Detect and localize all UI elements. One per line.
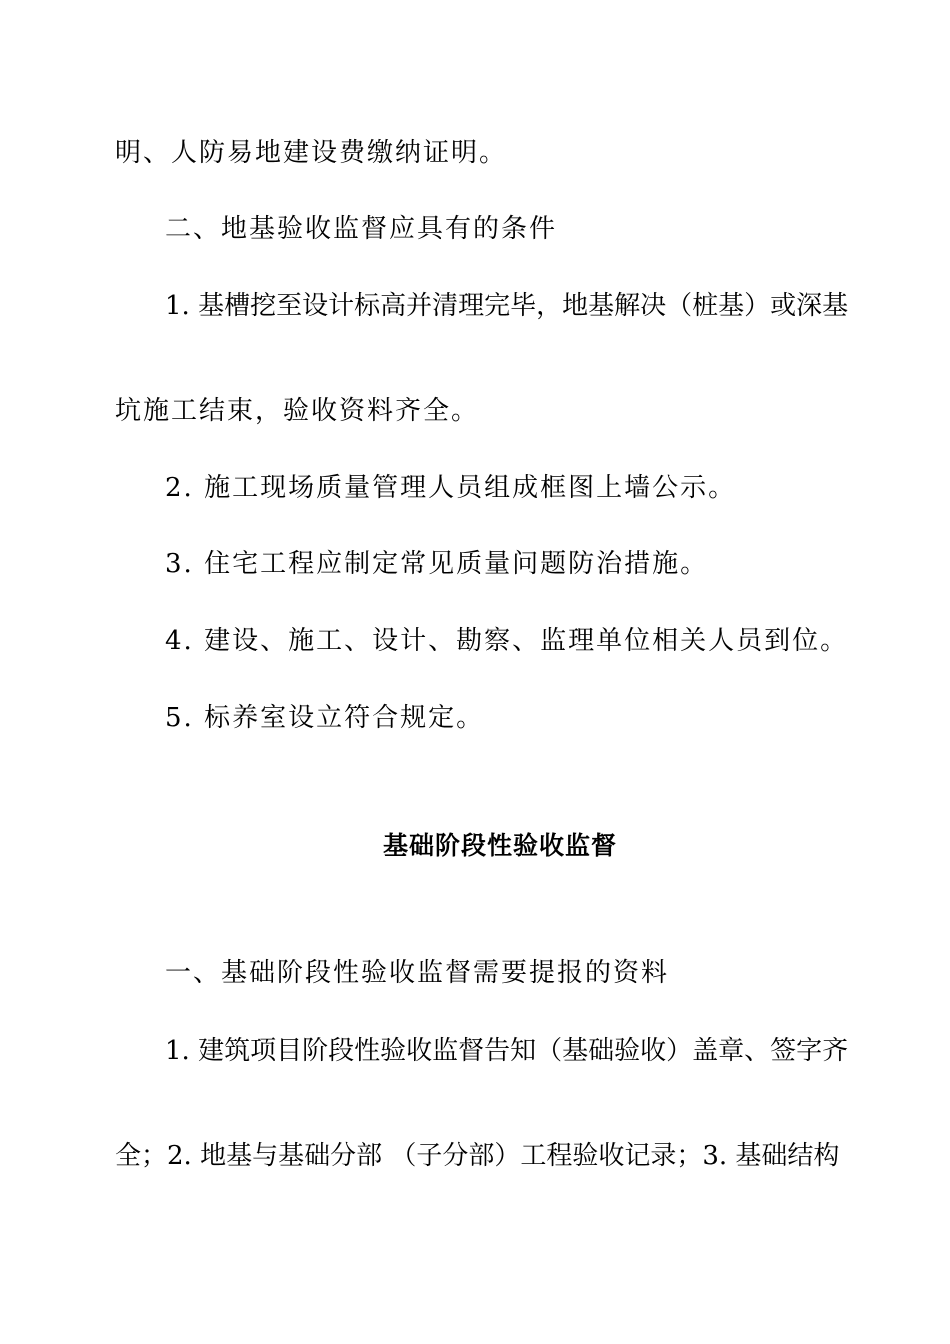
list-item-4: 4. 建设、施工、设计、勘察、监理单位相关人员到位。 xyxy=(165,626,849,656)
list-item-3: 3. 住宅工程应制定常见质量问题防治措施。 xyxy=(165,549,709,579)
materials-line-2: 全；2. 地基与基础分部 （子分部）工程验收记录；3. 基础结构 xyxy=(115,1141,840,1171)
list-item-5: 5. 标养室设立符合规定。 xyxy=(165,703,485,733)
list-item-1-line-1: 1. 基槽挖至设计标高并清理完毕，地基解决（桩基）或深基 xyxy=(165,291,849,321)
section-title-foundation: 基础阶段性验收监督 xyxy=(382,831,617,860)
paragraph-continuation: 明、人防易地建设费缴纳证明。 xyxy=(115,138,508,168)
materials-line-1: 1. 建筑项目阶段性验收监督告知（基础验收）盖章、签字齐 xyxy=(165,1036,849,1066)
list-item-1-line-2: 坑施工结束，验收资料齐全。 xyxy=(115,396,480,426)
list-item-2: 2. 施工现场质量管理人员组成框图上墙公示。 xyxy=(165,473,737,503)
section-heading-materials: 一、基础阶段性验收监督需要提报的资料 xyxy=(165,958,670,988)
section-heading-conditions: 二、地基验收监督应具有的条件 xyxy=(165,214,558,244)
